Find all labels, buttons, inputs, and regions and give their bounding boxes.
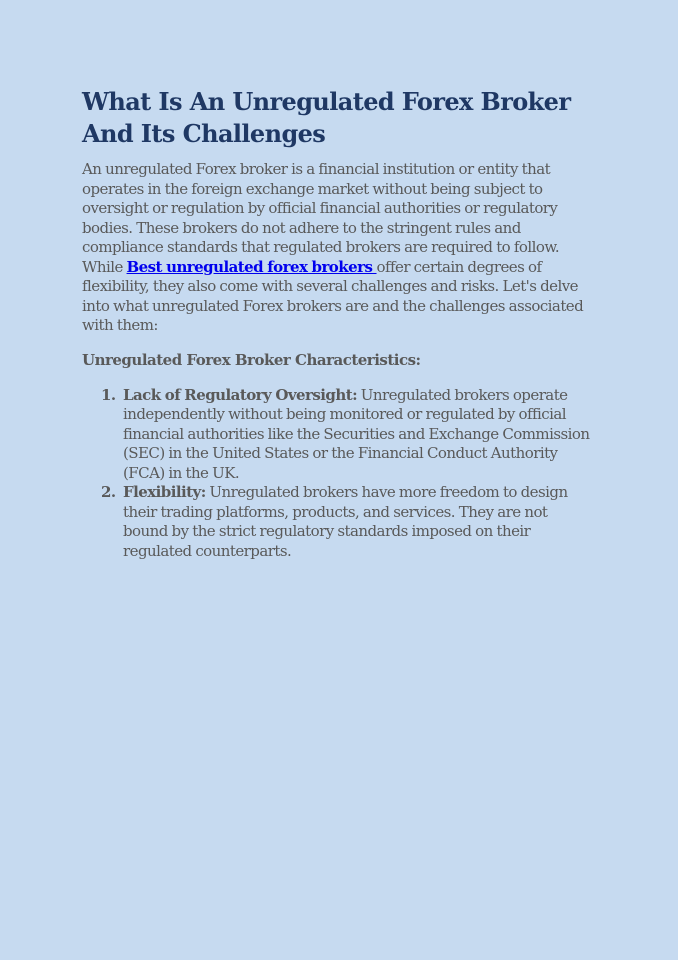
section-subheading: Unregulated Forex Broker Characteristics: bbox=[82, 350, 421, 369]
intro-text-start: An unregulated Forex broker is a financial institution or entity that operates in the foreign exchange market without being subject to oversight or regulation by official financial authorities or regulatory bodies. These brokers do not adhere to the stringent rules and compliance standards that regulated brokers are required to follow. While bbox=[82, 160, 560, 276]
best-unregulated-brokers-link[interactable]: Best unregulated forex brokers bbox=[126, 257, 377, 276]
list-item-text: Unregulated brokers have more freedom to design their trading platforms, products, and services. They are not bound by the strict regulatory standards imposed on their regulated counterparts. bbox=[123, 483, 568, 560]
list-item bbox=[82, 483, 592, 561]
document-page bbox=[82, 86, 592, 561]
list-item-text: Unregulated brokers operate independently without being monitored or regulated by official financial authorities like the Securities and Exchange Commission (SEC) in the United States or the Financial Conduct Authority (FCA) in the UK. bbox=[123, 385, 590, 482]
list-item-number: 1. bbox=[101, 385, 116, 404]
intro-text-end: offer certain degrees of flexibility, they also come with several challenges and risks. Let's delve into what unregulated Forex brokers are and the challenges associated with them: bbox=[82, 257, 584, 334]
list-item-term: Flexibility: bbox=[123, 483, 206, 501]
intro-paragraph bbox=[82, 160, 592, 336]
page-title: What Is An Unregulated Forex Broker And Its Challenges bbox=[82, 87, 571, 148]
list-item-number: 2. bbox=[101, 483, 116, 501]
list-item bbox=[82, 386, 592, 484]
list-item-term: Lack of Regulatory Oversight: bbox=[123, 385, 358, 404]
characteristics-list bbox=[82, 386, 592, 562]
